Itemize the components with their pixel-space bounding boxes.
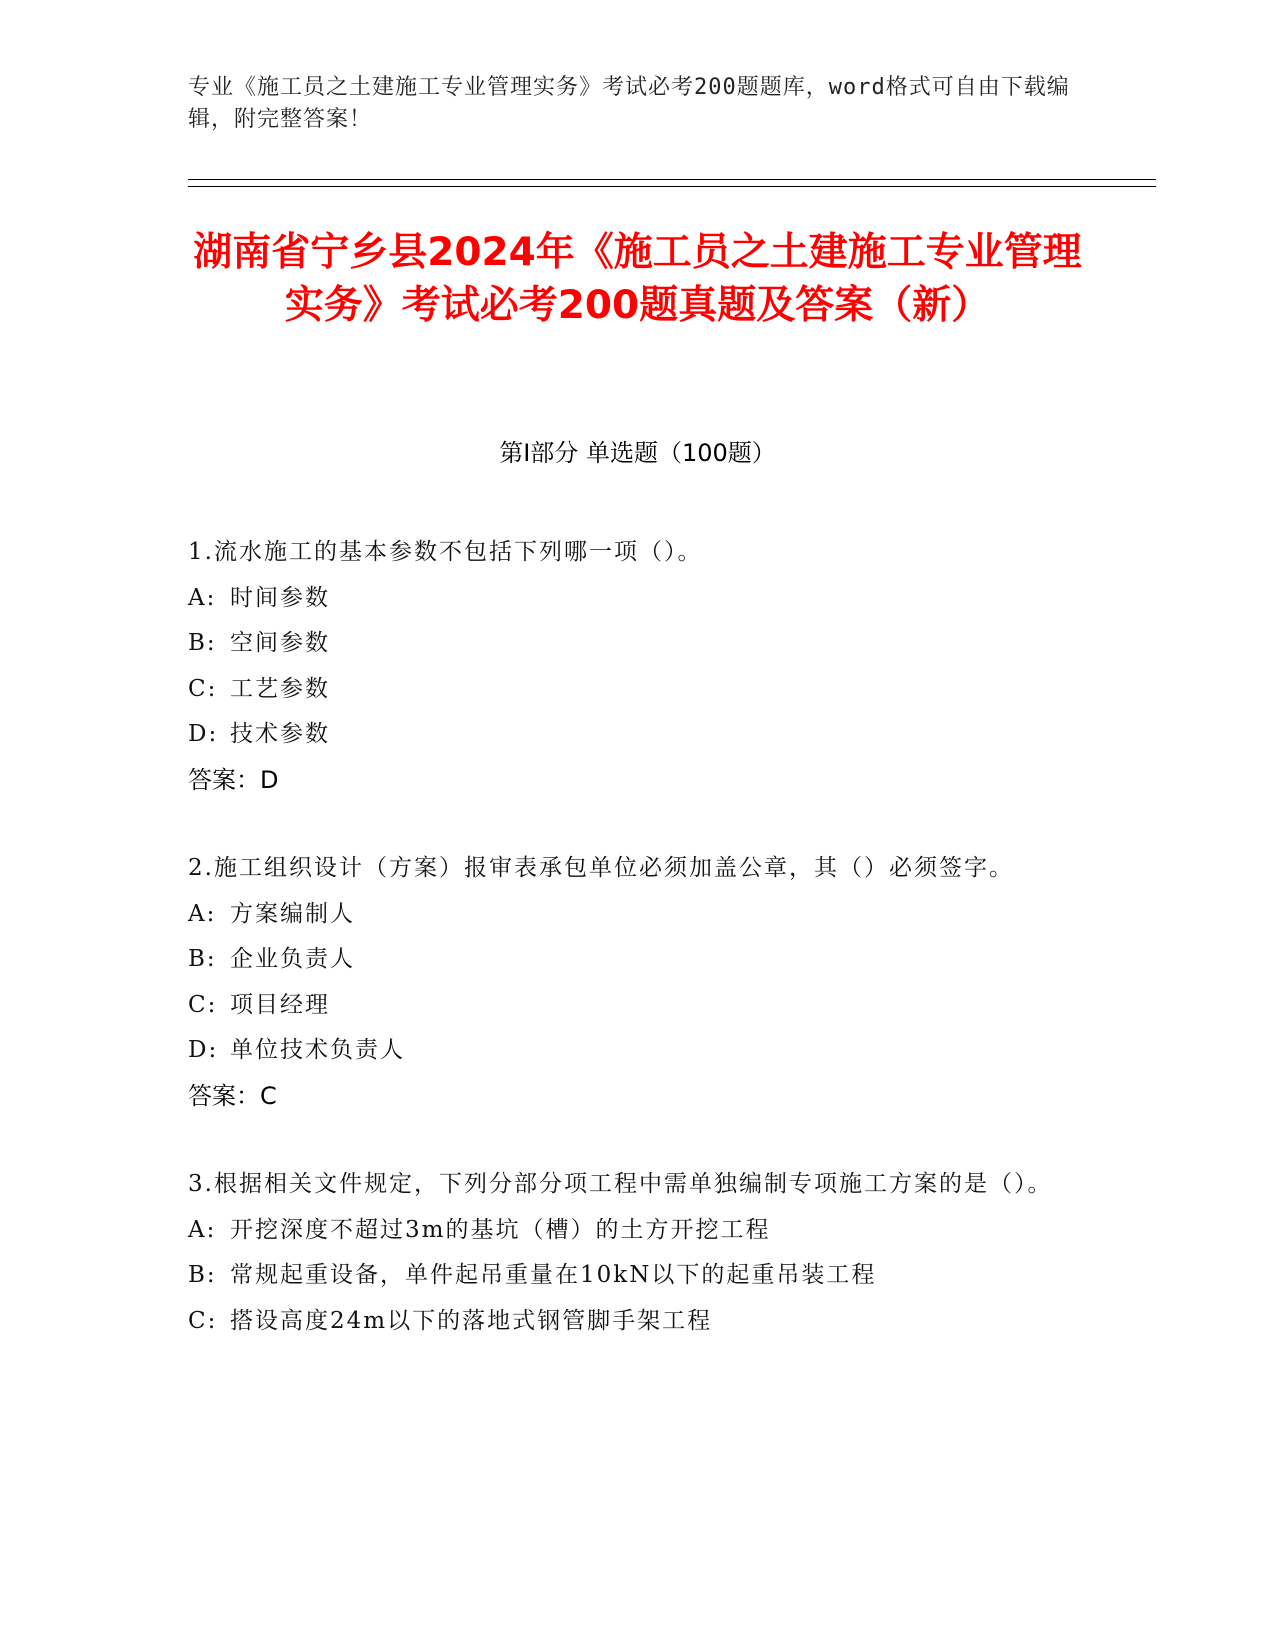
option-key: D: <box>188 1037 219 1063</box>
question-text: 1.流水施工的基本参数不包括下列哪一项（）。 <box>188 539 703 565</box>
option-key: C: <box>188 675 218 702</box>
option-d <box>188 1028 1068 1074</box>
question-item <box>188 846 1068 1119</box>
option-c <box>188 983 1068 1029</box>
option-text: 搭设高度24m以下的落地式钢管脚手架工程 <box>230 1307 713 1334</box>
option-b <box>188 621 1068 667</box>
option-c <box>188 1299 1068 1345</box>
question-item <box>188 530 1068 803</box>
option-text: 方案编制人 <box>230 900 355 927</box>
option-key: C: <box>188 1307 218 1334</box>
header-note: 专业《施工员之土建施工专业管理实务》考试必考200题题库，word格式可自由下载编辑，附完整答案！ <box>188 75 1070 132</box>
option-key: A: <box>188 1216 217 1243</box>
option-a <box>188 576 1068 622</box>
section-title: 第I部分 单选题（100题） <box>499 439 776 467</box>
option-key: A: <box>188 584 217 611</box>
option-text: 工艺参数 <box>230 675 330 702</box>
option-text: 时间参数 <box>230 584 330 611</box>
option-text: 常规起重设备，单件起吊重量在10kN以下的起重吊装工程 <box>230 1262 877 1288</box>
option-d <box>188 712 1068 758</box>
question-list <box>188 530 1068 1387</box>
option-a <box>188 1208 1068 1254</box>
option-text: 开挖深度不超过3m的基坑（槽）的土方开挖工程 <box>230 1216 771 1243</box>
option-c <box>188 667 1068 713</box>
question-text: 3.根据相关文件规定，下列分部分项工程中需单独编制专项施工方案的是（）。 <box>188 1171 1053 1197</box>
question-text: 2.施工组织设计（方案）报审表承包单位必须加盖公章，其（）必须签字。 <box>188 855 1014 881</box>
question-item <box>188 1162 1068 1344</box>
option-b <box>188 937 1068 983</box>
option-key: D: <box>188 721 219 747</box>
answer-line: 答案：C <box>188 1081 277 1110</box>
answer-line: 答案：D <box>188 765 279 794</box>
option-text: 技术参数 <box>230 721 330 747</box>
option-text: 企业负责人 <box>230 946 355 972</box>
option-text: 项目经理 <box>230 991 330 1018</box>
option-key: B: <box>188 630 217 656</box>
header-divider-bottom <box>188 186 1156 187</box>
option-key: C: <box>188 991 218 1018</box>
option-b <box>188 1253 1068 1299</box>
option-a <box>188 892 1068 938</box>
header-divider-top <box>188 179 1156 180</box>
option-text: 单位技术负责人 <box>230 1037 405 1063</box>
option-key: A: <box>188 900 217 927</box>
option-key: B: <box>188 1262 217 1288</box>
option-key: B: <box>188 946 217 972</box>
option-text: 空间参数 <box>230 630 330 656</box>
document-title: 湖南省宁乡县2024年《施工员之土建施工专业管理实务》考试必考200题真题及答案（新） <box>193 230 1082 328</box>
